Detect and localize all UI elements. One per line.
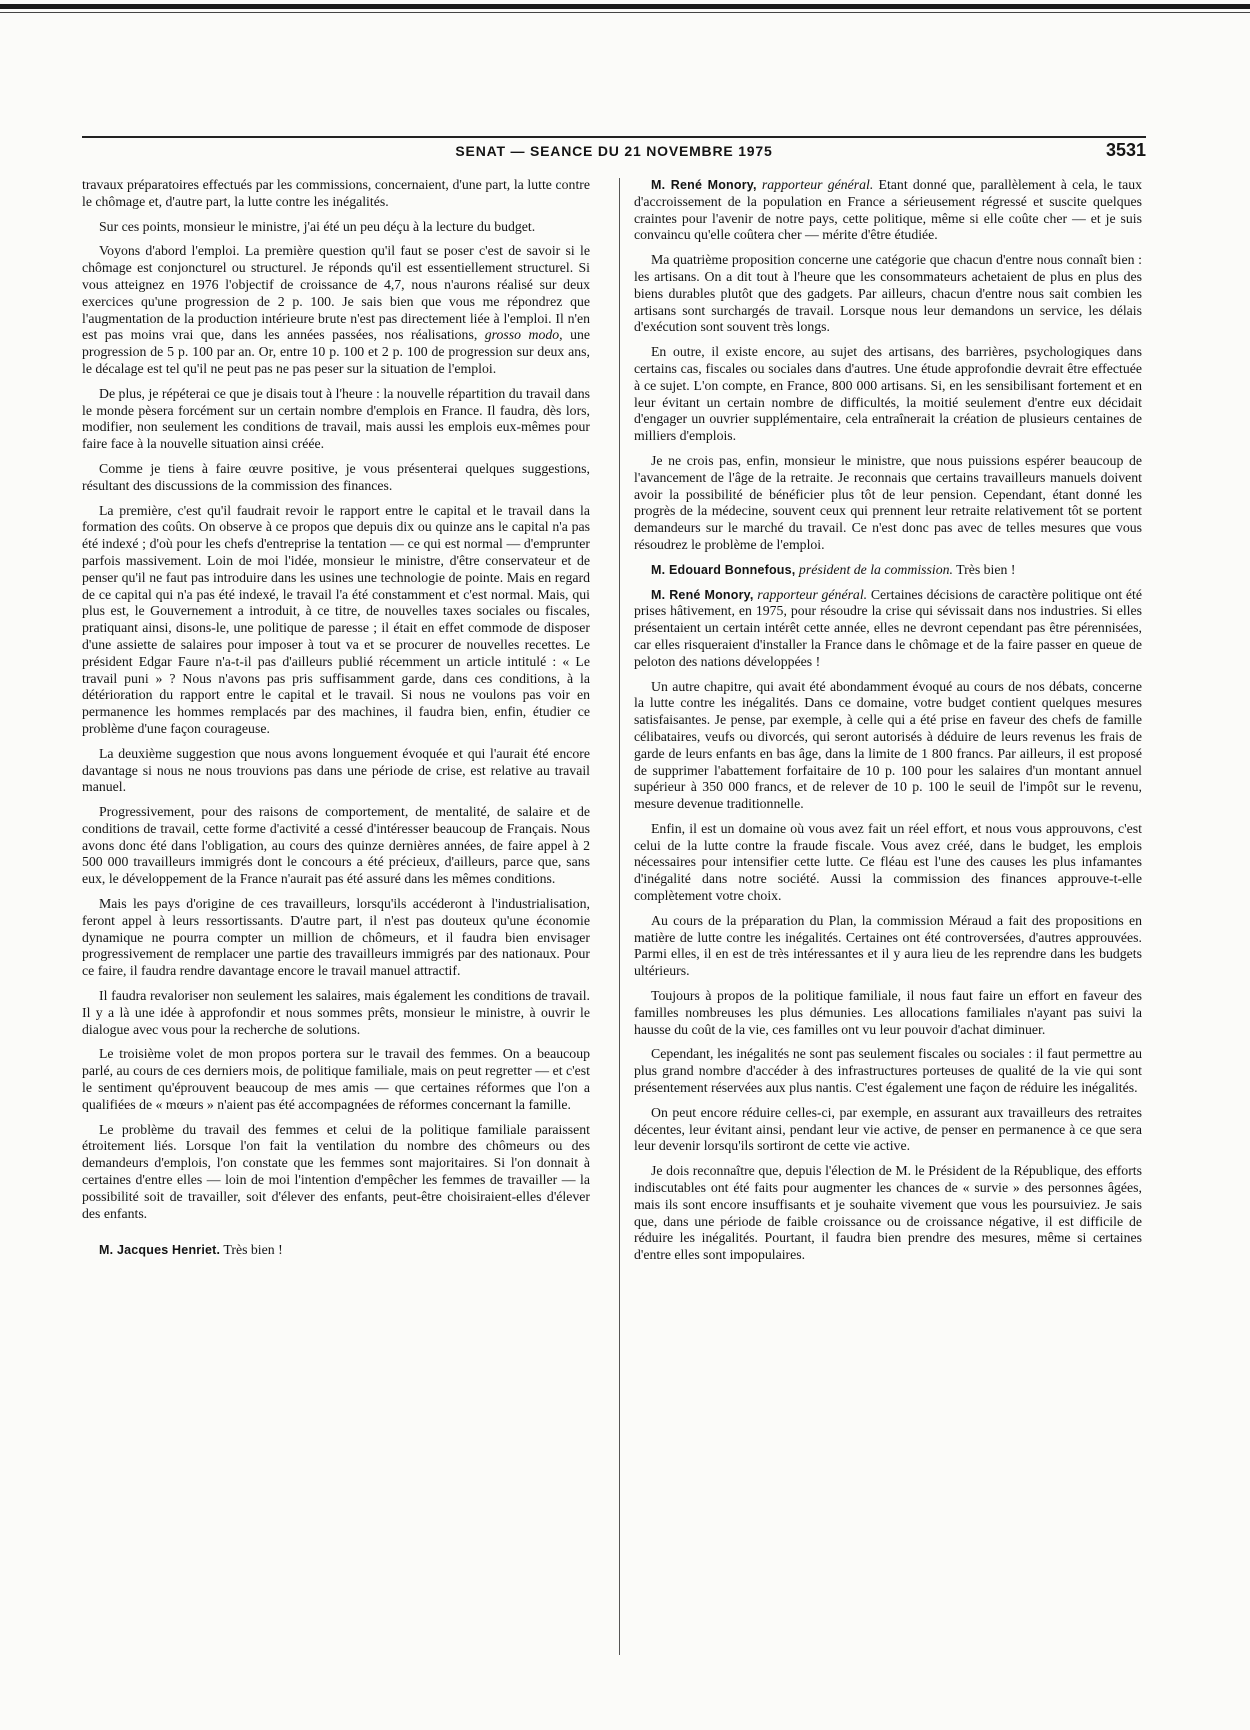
speaker-name: M. René Monory, [651, 587, 754, 602]
paragraph: Le problème du travail des femmes et celui de la politique familiale paraissent étroitement liés. Lorsque l'on fait la ventilation du nombre des chômeurs ou des demandeurs d'emplois, l'on constate que les femmes sont majoritaires. Si l'on donnait à certaines d'entre elles — loin de moi l'intention d'empêcher les femmes de travailler — la possibilité soit de travailler, soit d'élever des enfants, peut-être choisiraient-elles d'élever des enfants. [82, 1121, 590, 1221]
speech-text: Très bien ! [952, 561, 1016, 577]
right-column [634, 177, 1142, 1272]
paragraph: La première, c'est qu'il faudrait revoir le rapport entre le capital et le travail dans la formation des coûts. On observe à ce propos que depuis dix ou quinze ans le capital n'a pas été indexé ; d'où pour les chefs d'entreprise la tentation — ce qui est normal — d'emprunter parfois massivement. Loin de moi l'idée, monsieur le ministre, d'être conservateur et de penser qu'il ne faut pas introduire dans les usines une technologie de pointe. Mais en regard de ce capital qui n'a pas été indexé, le travail l'a été constamment et c'est normal. Mais, qui plus est, le Gouvernement a introduit, à ce titre, de nouvelles taxes sociales ou fiscales, pratiquant ainsi, disons-le, une politique de paresse ; il était en effet commode de disposer d'une assiette de salaires pour imposer à tout va et se procurer de nouvelles recettes. Le président Edgar Faure n'a-t-il pas d'ailleurs publié récemment un article intitulé : « Le travail puni » ? Nous n'avons pas pris suffisamment garde, dans ces conditions, à la détérioration du rapport entre le capital et le travail. Si nous ne voulons pas voir en permanence les hommes remplacés par des machines, il faudra bien, enfin, étudier ce problème d'une façon courageuse. [82, 502, 590, 736]
speech-text: Etant donné que, parallèlement à cela, le taux d'accroissement de la population en France a sérieusement régressé et suscite quelques craintes pour l'avenir de notre pays, cette politique, même si elle coûte cher — et je suis convaincu qu'elle coûtera cher — mérite d'être étudiée. [634, 177, 1142, 243]
speaker-name: M. Edouard Bonnefous, [651, 562, 796, 577]
paragraph: travaux préparatoires effectués par les commissions, concernaient, d'une part, la lutte contre le chômage et, d'autre part, la lutte contre les inégalités. [82, 177, 590, 209]
text-run: , une progression de 5 p. 100 par an. Or, entre 10 p. 100 et 2 p. 100 de progression sur deux ans, le décalage est tel qu'il ne peut pas ne pas peser sur la situation de l'emploi. [82, 327, 590, 376]
speech-monory [634, 587, 1142, 671]
paragraph: Il faudra revaloriser non seulement les salaires, mais également les conditions de travail. Il y a là une idée à approfondir et nous sommes prêts, monsieur le ministre, à ouvrir le dialogue avec vous pour la recherche de solutions. [82, 988, 590, 1037]
italic-term: grosso modo [484, 327, 560, 343]
header-rule [82, 136, 1146, 138]
speaker-name: M. René Monory, [651, 178, 757, 192]
page-number: 3531 [1105, 140, 1146, 160]
top-border-rule [0, 4, 1250, 9]
text-run: Voyons d'abord l'emploi. La première question qu'il faut se poser c'est de savoir si le chômage est conjoncturel ou structurel. Je réponds qu'il est essentiellement structurel. Si vous atteignez en 1976 l'objectif de croissance de 4,7, nous n'aurons réalisé sur deux exercices qu'une progression de 2 p. 100. Je sais bien que vous me répondrez que l'augmentation de la production intérieure brute n'est pas directement liée à l'emploi. Il n'en est pas moins vrai que, dans les années passées, nos réalisations, [82, 243, 590, 343]
paragraph: Toujours à propos de la politique familiale, il nous faut faire un effort en faveur des familles nombreuses les plus démunies. Les allocations familiales n'ayant pas suivi la hausse du coût de la vie, ces familles ont vu leur pouvoir d'achat diminuer. [634, 988, 1142, 1037]
speech-monory [634, 177, 1142, 244]
running-head: SENAT — SEANCE DU 21 NOVEMBRE 1975 [455, 143, 773, 159]
speech-henriet [82, 1242, 590, 1259]
paragraph: Je dois reconnaître que, depuis l'élection de M. le Président de la République, des efforts indiscutables ont été faits pour augmenter les chances de « survie » des personnes âgées, mais ils sont encore insuffisants et je souhaite vivement que vous les poursuiviez. Je sais que, dans une période de faible croissance ou de croissance négative, il est difficile de réduire les inégalités. Pourtant, il faudra bien prendre des mesures, même si certaines d'entre elles sont impopulaires. [634, 1163, 1142, 1263]
paragraph: Au cours de la préparation du Plan, la commission Méraud a fait des propositions en matière de lutte contre les inégalités. Certaines ont été controversées, d'autres approuvées. Parmi elles, il en est de très intéressantes et il y aura lieu de les reprendre dans les budgets ultérieurs. [634, 912, 1142, 979]
column-divider [619, 178, 620, 1655]
page-header [82, 140, 1146, 164]
paragraph: De plus, je répéterai ce que je disais tout à l'heure : la nouvelle répartition du travail dans le monde pèsera forcément sur un certain nombre d'emplois en France. Il faudra, dès lors, modifier, non seulement les conditions de travail, mais aussi les emplois eux-mêmes pour faire face à la nouvelle situation ainsi créée. [82, 385, 590, 452]
top-border-thin-rule [0, 12, 1250, 13]
paragraph: Cependant, les inégalités ne sont pas seulement fiscales ou sociales : il faut permettre au plus grand nombre d'accéder à des infrastructures porteuses de qualité de la vie qui sont présentement réservées aux plus nantis. C'est également une façon de réduire les inégalités. [634, 1046, 1142, 1096]
paragraph: Sur ces points, monsieur le ministre, j'ai été un peu déçu à la lecture du budget. [99, 218, 536, 234]
speech-text: Très bien ! [220, 1242, 283, 1258]
speaker-role: rapporteur général. [753, 586, 868, 602]
paragraph: Comme je tiens à faire œuvre positive, je vous présenterai quelques suggestions, résultant des discussions de la commission des finances. [82, 460, 590, 493]
speaker-name: M. Jacques Henriet. [99, 1243, 221, 1258]
paragraph: On peut encore réduire celles-ci, par exemple, en assurant aux travailleurs des retraites décentes, leur évitant ainsi, pendant leur vie active, de penser en permanence à ce que sera leur devenir lorsqu'ils sortiront de cette vie active. [634, 1104, 1142, 1154]
paragraph: En outre, il existe encore, au sujet des artisans, des barrières, psychologiques dans certains cas, fiscales ou sociales dans d'autres. Une étude approfondie devrait être effectuée à ce sujet. L'on compte, en France, 800 000 artisans. Si, en les sensibilisant fortement et en leur évitant un certain nombre de difficultés, la moitié seulement d'entre eux décidait d'engager un ouvrier supplémentaire, cela entraînerait la création de plusieurs centaines de milliers d'emplois. [634, 344, 1142, 444]
speech-text: Certaines décisions de caractère politique ont été prises hâtivement, en 1975, pour résoudre la crise qui sévissait dans nos industries. Si elles présentaient un certain intérêt cette année, elles ne devront cependant pas être pérennisées, car elles risqueraient d'installer la France dans le chômage et de la faire passer en queue de peloton des nations développées ! [634, 586, 1142, 669]
paragraph: Ma quatrième proposition concerne une catégorie que chacun d'entre nous connaît bien : les artisans. On a dit tout à l'heure que les consommateurs achetaient de plus en plus des biens durables plutôt que des gadgets. Par ailleurs, chacun d'entre nous sait combien les artisans sont surchargés de travail. Lorsque nous leur demandons un service, les délais d'exécution sont souvent très longs. [634, 252, 1142, 335]
speaker-role: président de la commission. [795, 561, 953, 577]
paragraph: Progressivement, pour des raisons de comportement, de mentalité, de salaire et de conditions de travail, cette forme d'activité a cessé d'intéresser beaucoup de Français. Nous avons donc été dans l'obligation, au cours des quinze dernières années, de faire appel à 2 500 000 travailleurs immigrés dont le concours a été précieux, d'ailleurs, parce que, sans eux, le développement de la France n'aurait pas été assuré dans les mêmes conditions. [82, 804, 590, 887]
paragraph: La deuxième suggestion que nous avons longuement évoquée et qui l'aurait été encore davantage si nous ne nous trouvions pas dans une période de crise, est relative au travail manuel. [82, 745, 590, 795]
paragraph: Je ne crois pas, enfin, monsieur le ministre, que nous puissions espérer beaucoup de l'avancement de l'âge de la retraite. Je reconnais que certains travailleurs manuels doivent avoir la possibilité de bénéficier plus tôt de leur pension. Cependant, étant donné les progrès de la médecine, souvent ceux qui prennent leur retraite relativement tôt se portent demandeurs sur le marché du travail. Ce n'est donc pas avec de telles mesures que vous résoudrez le problème de l'emploi. [634, 452, 1142, 552]
speaker-role: rapporteur général. [756, 177, 874, 192]
speech-bonnefous [634, 562, 1142, 579]
paragraph: Le troisième volet de mon propos portera sur le travail des femmes. On a beaucoup parlé, au cours de ces derniers mois, de politique familiale, mais on peut regretter — et c'est le sentiment qu'éprouvent beaucoup de mes amis — que certaines réformes que l'on a qualifiées de « mœurs » n'aient pas été accompagnées de réformes concernant la famille. [82, 1046, 590, 1112]
paragraph [82, 243, 590, 377]
left-column [82, 177, 590, 1267]
paragraph: Un autre chapitre, qui avait été abondamment évoqué au cours de nos débats, concerne la lutte contre les inégalités. Dans ce domaine, votre budget contient quelques mesures satisfaisantes. Je pense, par exemple, à celle qui a été prise en faveur des chefs de famille célibataires, veufs ou divorcés, qui seront autorisés à déduire de leurs revenus les frais de garde de leurs enfants en bas âge, dans la limite de 1 800 francs. Par ailleurs, il est proposé de supprimer l'abattement forfaitaire de 10 p. 100 pour les salaires d'un montant annuel supérieur à 350 000 francs, et de relever de 10 p. 100 le seuil de l'impôt sur le revenu, mesure devenue traditionnelle. [634, 678, 1142, 812]
paragraph: Mais les pays d'origine de ces travailleurs, lorsqu'ils accéderont à l'industrialisation, feront appel à leurs ressortissants. D'autre part, il n'est pas douteux qu'une économie dynamique ne pourra compter un million de chômeurs, et il faudra bien envisager progressivement de remplacer une partie des travailleurs immigrés par des nationaux. Pour ce faire, il faudra rendre davantage encore le travail manuel attractif. [82, 896, 590, 979]
paragraph: Enfin, il est un domaine où vous avez fait un réel effort, et nous vous approuvons, c'est celui de la lutte contre la fraude fiscale. Vous avez créé, dans le budget, les emplois nécessaires pour intensifier cette lutte. Ce fléau est l'une des causes les plus infamantes d'inégalité dans notre société. Aussi la commission des finances approuve-t-elle complètement votre choix. [634, 820, 1142, 904]
